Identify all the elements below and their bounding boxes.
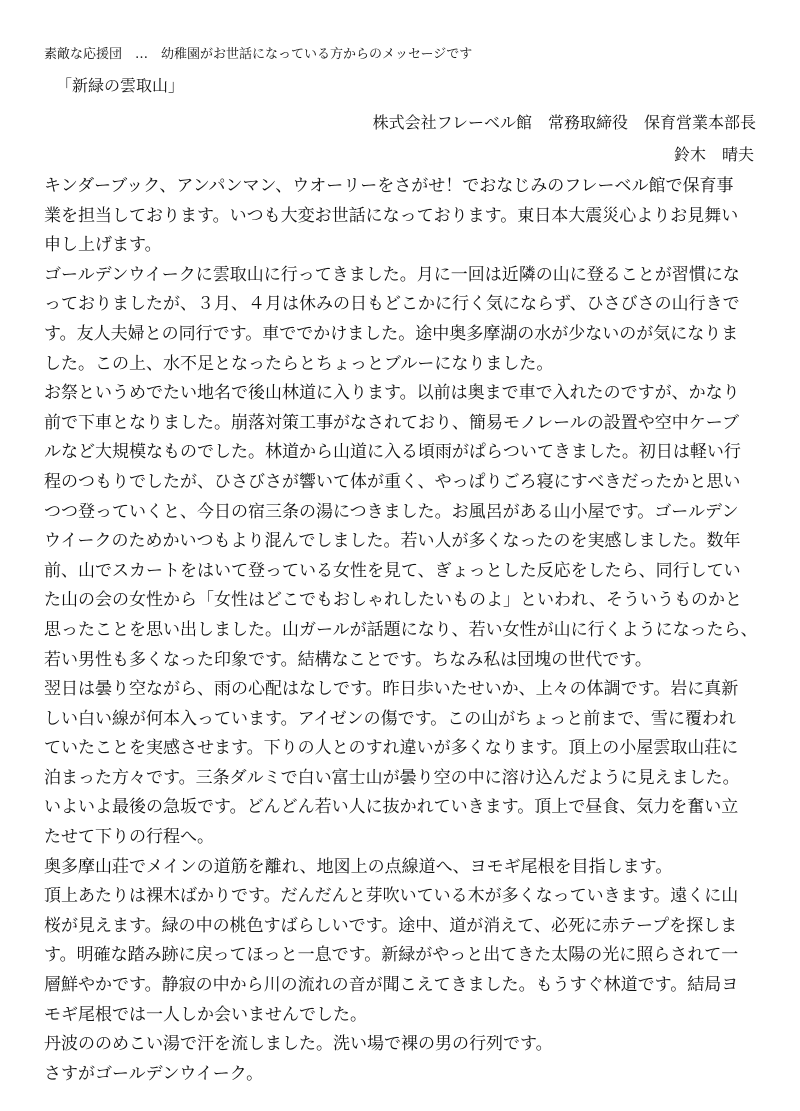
body-line: しい白い線が何本入っています。アイゼンの傷です。この山がちょっと前まで、雪に覆われ — [44, 708, 736, 729]
body-line: たせて下りの行程へ。 — [44, 827, 214, 848]
body-line: す。友人夫婦との同行です。車ででかけました。途中奥多摩湖の水が少ないのが気になりま — [44, 323, 739, 344]
body-line: モギ尾根では一人しか会いませんでした。 — [44, 1004, 367, 1025]
body-line: 頂上あたりは裸木ばかりです。だんだんと芽吹いている木が多くなっていきます。遠くに山 — [44, 886, 739, 907]
body-line: 翌日は曇り空ながら、雨の心配はなしです。昨日歩いたせいか、上々の体調です。岩に真新 — [44, 679, 739, 700]
article-title: 「新緑の雲取山」 — [56, 76, 185, 95]
body-line: ゴールデンウイークに雲取山に行ってきました。月に一回は近隣の山に登ることが習慣にな — [44, 264, 740, 285]
body-line: キンダーブック、アンパンマン、ウオーリーをさがせ！でおなじみのフレーベル館で保育事 — [44, 176, 734, 196]
body-line: ウイークのためかいつもより混んでしました。若い人が多くなったのを実感しました。数年 — [44, 531, 741, 552]
body-line: いよいよ最後の急坂です。どんどん若い人に抜かれていきます。頂上で昼食、気力を奮い立 — [44, 797, 739, 818]
author-name: 鈴木 晴夫 — [673, 145, 754, 164]
body-line: 泊まった方々です。三条ダルミで白い富士山が曇り空の中に溶け込んだように見えました。 — [44, 767, 740, 788]
author-affiliation: 株式会社フレーベル館 常務取締役 保育営業本部長 — [372, 113, 756, 132]
body-line: 業を担当しております。いつも大変お世話になっております。東日本大震災心よりお見舞い — [44, 205, 739, 226]
body-line: した。この上、水不足となったらとちょっとブルーになりました。 — [44, 353, 554, 374]
body-line: 前で下車となりました。崩落対策工事がなされており、簡易モノレールの設置や空中ケーブ — [44, 412, 739, 433]
body-line: 層鮮やかです。静寂の中から川の流れの音が聞こえてきました。もうすぐ林道です。結局ヨ — [44, 975, 739, 996]
body-line: ていたことを実感させます。下りの人とのすれ違いが多くなります。頂上の小屋雲取山荘に — [44, 738, 739, 759]
body-line: っておりましたが、３月、４月は休みの日もどこかに行く気にならず、ひさびさの山行きで — [44, 294, 740, 315]
body-line: 申し上げます。 — [44, 235, 162, 256]
article-body — [44, 172, 760, 1089]
body-line: お祭というめでたい地名で後山林道に入ります。以前は奥まで車で入れたのですが、かなり — [44, 383, 740, 404]
body-line: 程のつもりでしたが、ひさびさが響いて体が重く、やっぱりごろ寝にすべきだったかと思い — [44, 471, 741, 492]
body-line: 思ったことを思い出しました。山ガールが話題になり、若い女性が山に行くようになったら、 — [44, 619, 758, 640]
header-line: 素敵な応援団 … 幼稚園がお世話になっている方からのメッセージです — [44, 47, 473, 62]
body-line: つつ登っていくと、今日の宿三条の湯につきました。お風呂がある山小屋です。ゴールデン — [44, 501, 739, 522]
body-line: さすがゴールデンウイーク。 — [44, 1063, 264, 1084]
body-line: た山の会の女性から「女性はどこでもおしゃれしたいものよ」といわれ、そういうものかと — [44, 590, 743, 611]
body-line: す。明確な踏み跡に戻ってほっと一息です。新緑がやっと出てきた太陽の光に照らされて一 — [44, 945, 739, 966]
body-line: 桜が見えます。緑の中の桃色すばらしいです。途中、道が消えて、必死に赤テープを探しま — [44, 915, 738, 936]
body-line: 奥多摩山荘でメインの道筋を離れ、地図上の点線道へ、ヨモギ尾根を目指します。 — [44, 856, 673, 877]
body-line: 前、山でスカートをはいて登っている女性を見て、ぎょっとした反応をしたら、同行してい — [44, 560, 741, 581]
body-line: ルなど大規模なものでした。林道から山道に入る頃雨がぱらついてきました。初日は軽い行 — [44, 442, 741, 463]
body-line: 若い男性も多くなった印象です。結構なことです。ちなみ私は団塊の世代です。 — [44, 649, 652, 670]
body-line: 丹波ののめこい湯で汗を流しました。洗い場で裸の男の行列です。 — [44, 1034, 553, 1055]
